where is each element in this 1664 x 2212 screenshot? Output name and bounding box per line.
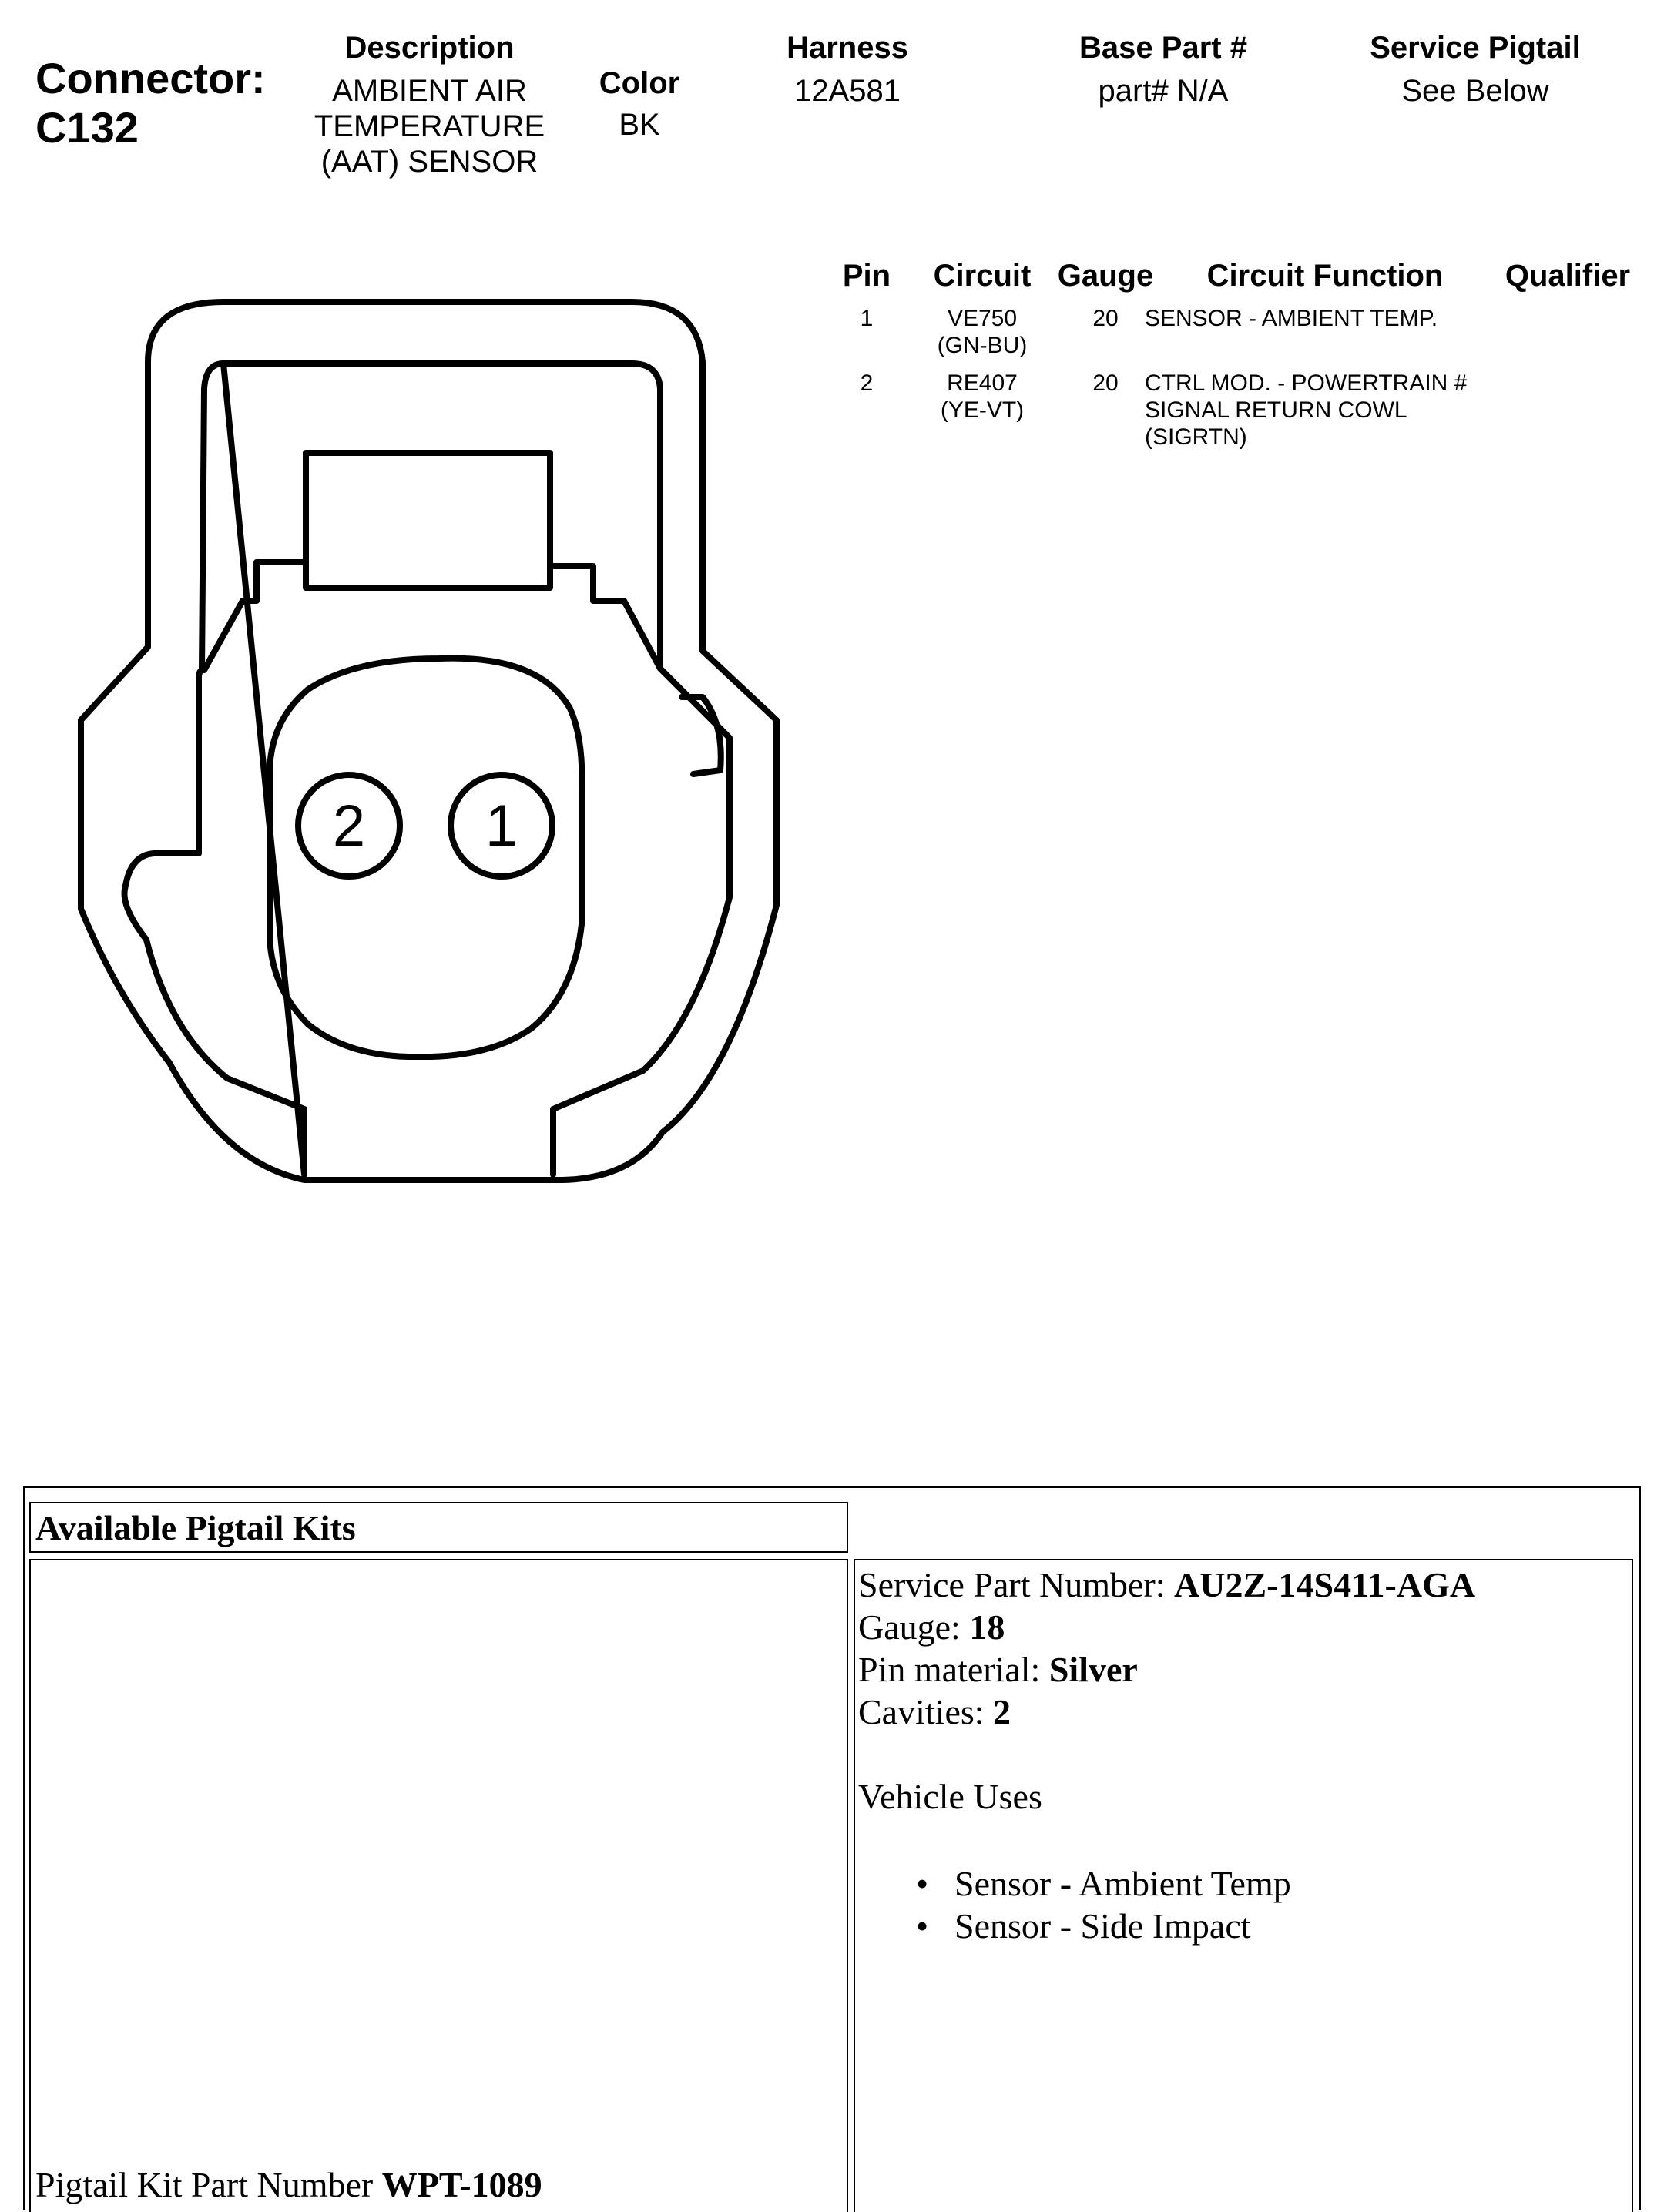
- housing-inner-outline: [125, 364, 730, 1175]
- bullet-icon: •: [916, 1906, 929, 1946]
- circuit-wire-color: (YE-VT): [940, 397, 1025, 423]
- pigtail-kit-part-label: Pigtail Kit Part Number: [35, 2165, 382, 2204]
- circuit-function-line: (SIGRTN): [1145, 424, 1247, 450]
- description-label: Description: [344, 31, 515, 65]
- service-pigtail-value: See Below: [1401, 74, 1549, 108]
- pin-material-value: Silver: [1048, 1650, 1138, 1689]
- list-item: [916, 1862, 1475, 1905]
- vehicle-uses-list: [916, 1862, 1475, 1947]
- cavities-value: 2: [993, 1692, 1011, 1731]
- circuit-function-line: SENSOR - AMBIENT TEMP.: [1145, 306, 1438, 331]
- service-part-value: AU2Z-14S411-AGA: [1174, 1565, 1476, 1604]
- vehicle-use-text: Sensor - Ambient Temp: [954, 1864, 1291, 1903]
- service-pigtail-column: [1333, 31, 1618, 109]
- right-latch-notch: [550, 566, 660, 669]
- pigtail-kit-part-value: WPT-1089: [381, 2165, 542, 2204]
- pin-1-label: 1: [485, 793, 518, 859]
- circuit-column-header: Circuit: [933, 259, 1032, 293]
- connector-face-diagram: [73, 293, 782, 1202]
- service-part-number: [858, 1563, 1475, 1606]
- service-part-label: Service Part Number:: [858, 1565, 1175, 1604]
- housing-outer-outline: [81, 302, 777, 1180]
- pigtail-kit-image-cell: [29, 1559, 848, 2212]
- harness-column: [740, 31, 955, 109]
- circuit-function-cell: [1145, 370, 1576, 451]
- kit-gauge: [858, 1606, 1475, 1648]
- kit-gauge-value: 18: [969, 1607, 1005, 1647]
- description-column: [297, 31, 562, 179]
- circuit-function-cell: [1145, 305, 1576, 332]
- description-line: (AAT) SENSOR: [320, 145, 538, 179]
- qualifier-column-header: Qualifier: [1505, 259, 1631, 293]
- base-part-label: Base Part #: [1079, 31, 1247, 65]
- kit-gauge-label: Gauge:: [858, 1607, 970, 1647]
- pigtail-kits-title-cell: [29, 1502, 848, 1553]
- base-part-column: [1032, 31, 1294, 109]
- list-item: [916, 1905, 1475, 1947]
- pigtail-kits-title: Available Pigtail Kits: [35, 1508, 356, 1547]
- service-pigtail-label: Service Pigtail: [1370, 31, 1581, 65]
- description-value: [297, 73, 562, 179]
- connector-heading: [35, 54, 266, 152]
- pigtail-kit-details-cell: [854, 1559, 1633, 2212]
- circuit-function-line: CTRL MOD. - POWERTRAIN #: [1145, 370, 1468, 396]
- pigtail-kit-details: [858, 1563, 1475, 1947]
- cavities-label: Cavities:: [858, 1692, 994, 1731]
- gauge-cell: 20: [1092, 370, 1119, 396]
- cavities: [858, 1691, 1475, 1733]
- color-value: BK: [619, 108, 660, 142]
- circuit-id: RE407: [947, 370, 1018, 396]
- table-row: [832, 370, 1656, 454]
- circuit-function-column-header: Circuit Function: [1206, 259, 1444, 293]
- pin-number: 2: [860, 370, 874, 396]
- circuit-id: VE750: [947, 306, 1018, 331]
- connector-id: C132: [35, 103, 139, 152]
- description-line: TEMPERATURE: [314, 109, 545, 143]
- gauge-cell: 20: [1092, 306, 1119, 331]
- pin-table: [832, 259, 1656, 459]
- harness-value: 12A581: [794, 74, 901, 108]
- vehicle-uses-label: Vehicle Uses: [858, 1777, 1042, 1816]
- table-row: [832, 305, 1656, 367]
- pigtail-kit-part-number: [35, 2163, 542, 2206]
- color-label: Color: [599, 66, 680, 100]
- description-line: AMBIENT AIR: [332, 74, 527, 108]
- harness-label: Harness: [787, 31, 908, 65]
- circuit-function-line: SIGNAL RETURN COWL: [1145, 397, 1407, 423]
- circuit-wire-color: (GN-BU): [937, 333, 1028, 358]
- pin-material-label: Pin material:: [858, 1650, 1049, 1689]
- pin-material: [858, 1648, 1475, 1691]
- latch-window: [306, 453, 550, 588]
- vehicle-use-text: Sensor - Side Impact: [954, 1906, 1251, 1946]
- connector-label: Connector:: [35, 54, 266, 102]
- pin-2-label: 2: [332, 793, 366, 859]
- pin-number: 1: [860, 306, 874, 331]
- color-column: [570, 66, 709, 142]
- pin-cavity-outline: [270, 659, 582, 1057]
- gauge-column-header: Gauge: [1057, 259, 1154, 293]
- base-part-value: part# N/A: [1098, 74, 1229, 108]
- bullet-icon: •: [916, 1864, 929, 1903]
- pin-column-header: Pin: [842, 259, 891, 293]
